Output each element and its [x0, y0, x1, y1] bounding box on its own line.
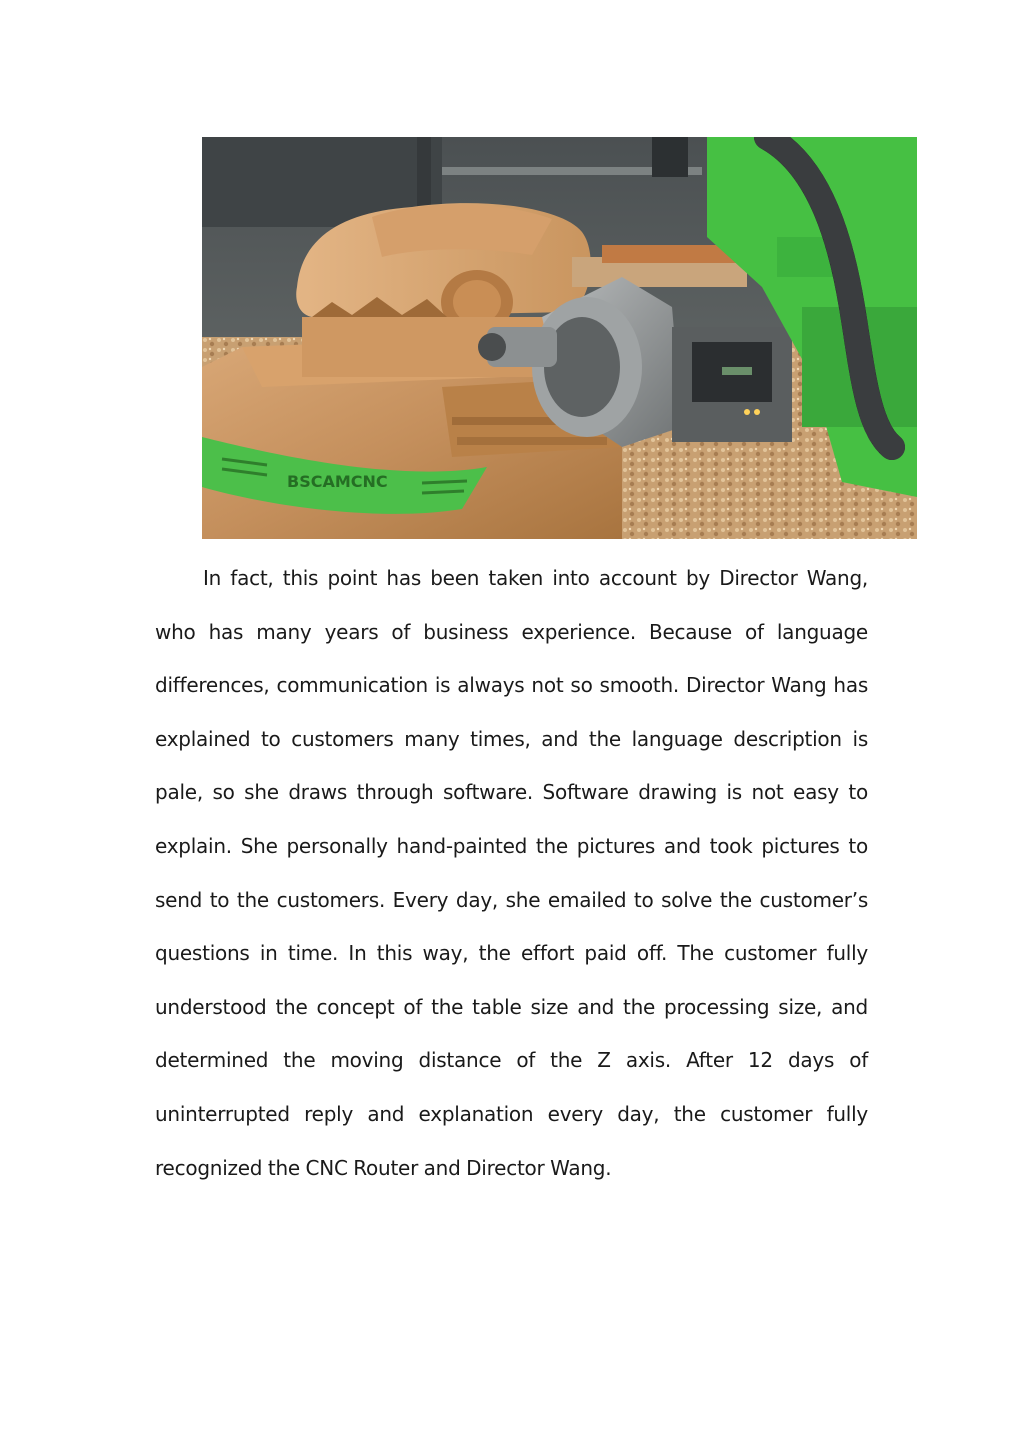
- cnc-carving-photo: [202, 137, 917, 539]
- brand-plate-logo: BSCAMCNC: [287, 472, 388, 491]
- article-paragraph: In fact, this point has been taken into account by Director Wang, who has many years of business experience. Because of language differences, communication is always not so smooth. Director Wang has explained to customers many times, and the language description is pale, so she draws through software. Software drawing is not easy to explain. She personally hand-painted the pictures and took pictures to send to the customers. Every day, she emailed to solve the customer’s questions in time. In this way, the effort paid off. The customer fully understood the concept of the table size and the processing size, and determined the moving distance of the Z axis. After 12 days of uninterrupted reply and explanation every day, the customer fully recognized the CNC Router and Director Wang.: [155, 566, 868, 1180]
